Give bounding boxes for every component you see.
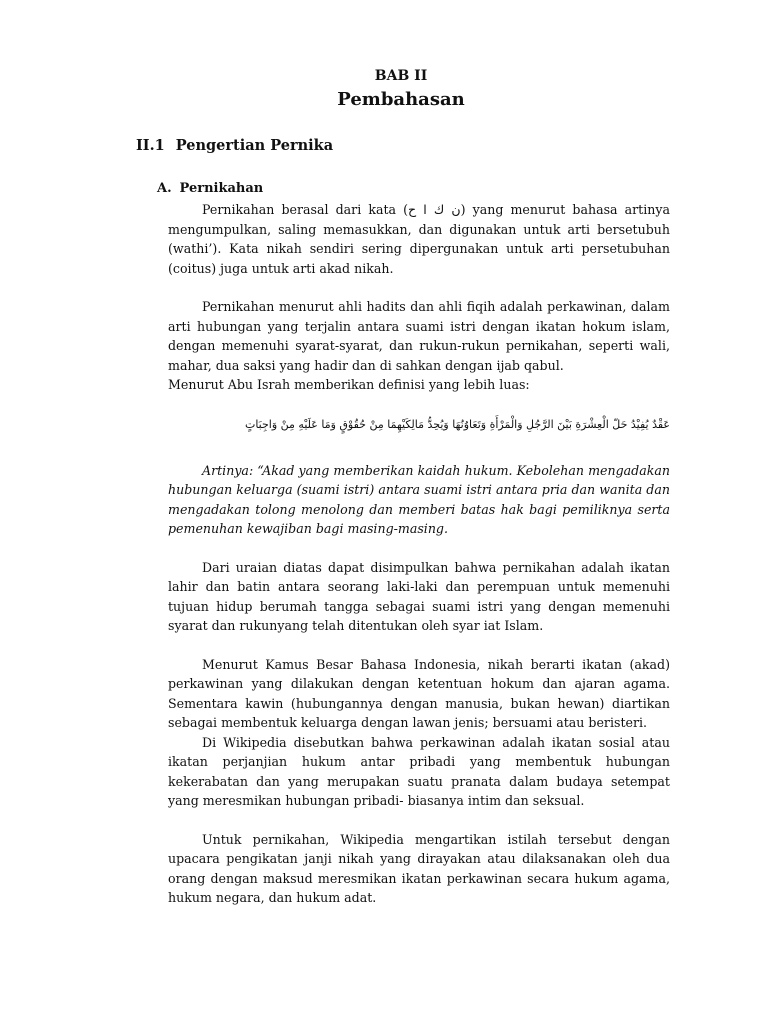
arabic-word-nikah: ن ك ا ح [408,202,461,217]
chapter-subtitle: Pembahasan [337,89,465,110]
subsection-title: Pernikahan [179,181,264,196]
paragraph-1-start: Pernikahan berasal dari kata ( [202,202,409,217]
paragraph-2: Pernikahan menurut ahli hadits dan ahli fiqih adalah perkawinan, dalam arti hubungan yang terjalin antara suami istri dengan ikatan hokum islam, dengan memenuhi syarat-syarat, dan rukun-rukun pernikahan, seperti wali, mahar, dua saksi yang hadir dan di sahkan dengan ijab qabul. [168,299,670,373]
paragraph-1-end: ) yang menurut bahasa artinya mengumpulkan, saling memasukkan, dan digunakan untuk arti bersetubuh (wathi’). Kata nikah sendiri sering dipergunakan untuk arti persetubuhan (coitus) juga untuk arti akad nikah. [168,202,670,276]
paragraph-translation: Artinya: “Akad yang memberikan kaidah hukum. Kebolehan mengadakan hubungan keluarga (suami istri) antara suami istri antara pria dan wanita dan mengadakan tolong menolong dan memberi batas hak bagi pemiliknya serta pemenuhan kewajiban bagi masing-masing. [168,462,670,536]
paragraph-6: Menurut Kamus Besar Bahasa Indonesia, nikah berarti ikatan (akad) perkawinan yang dilakukan dengan ketentuan hokum dan ajaran agama. Sementara kawin (hubungannya dengan manusia, bukan hewan) diartikan sebagai membentuk keluarga dengan lawan jenis; bersuami atau beristeri. [168,656,670,730]
paragraph-5: Dari uraian diatas dapat disimpulkan bahwa pernikahan adalah ikatan lahir dan batin antara seorang laki-laki dan perempuan untuk memenuhi tujuan hidup berumah tangga sebagai suami istri yang dengan memenuhi syarat dan rukunyang telah ditentukan oleh syar iat Islam. [168,559,670,633]
chapter-title: BAB II [374,68,428,84]
section-title: Pengertian Pernika [175,137,334,154]
paragraph-7: Di Wikipedia disebutkan bahwa perkawinan adalah ikatan sosial atau ikatan perjanjian hukum antar pribadi yang membentuk hubungan kekerabatan dan yang merupakan suatu pranata dalam budaya setempat yang meresmikan hubungan pribadi- biasanya intim dan seksual. [168,734,670,808]
arabic-quote: عَقْدٌ يُفِيْدُ حَلّ الْعِشْرَةِ بَيْنَ الرَّجُلِ وَالْمَرْأَةِ وَتَعَاوُنُهَا وَيُحِدُّ مَالِكَيْهِمَا مِنْ حُقُوْقٍ وَمَا عَلَيْهِ مِنْ وَاجِبَاتٍ [244,417,670,431]
section-number: II.1 [136,137,165,154]
paragraph-1 [168,200,670,278]
body-text [168,200,670,908]
paragraph-8: Untuk pernikahan, Wikipedia mengartikan istilah tersebut dengan upacara pengikatan janji nikah yang dirayakan atau dilaksanakan oleh dua orang dengan maksud meresmikan ikatan perkawinan secara hukum agama, hukum negara, dan hukum adat. [168,831,670,905]
section-heading [136,137,333,154]
subsection-heading [157,181,263,196]
subsection-letter: A. [157,181,172,196]
paragraph-3: Menurut Abu Israh memberikan definisi yang lebih luas: [168,377,530,392]
